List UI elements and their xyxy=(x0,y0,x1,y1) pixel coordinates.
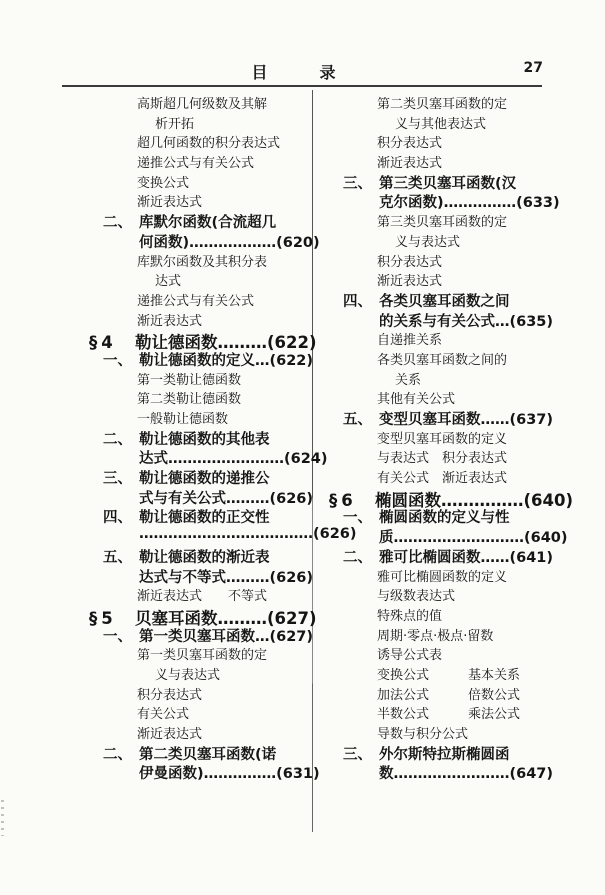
entry-text: 变型贝塞耳函数……(637) xyxy=(379,412,554,428)
entry-text: 各类贝塞耳函数之间 xyxy=(379,293,510,310)
entry-text: 克尔函数)……………(633) xyxy=(379,195,560,212)
toc-entry-line xyxy=(377,625,559,645)
toc-entry-line xyxy=(379,191,559,211)
toc-entry-line xyxy=(137,408,319,428)
page-number: 27 xyxy=(523,60,543,76)
toc-entry-line xyxy=(377,152,559,172)
entry-text: 的关系与有关公式…(635) xyxy=(379,313,554,330)
entry-number: §6 xyxy=(329,490,357,510)
toc-entry-line xyxy=(377,664,559,684)
toc-entry-line xyxy=(139,762,319,782)
entry-text: 勒让德函数………(622) xyxy=(135,333,317,353)
entry-text: 与级数表达式 xyxy=(377,589,456,605)
entry-text: 第二类贝塞耳函数(诺 xyxy=(139,746,277,763)
entry-text: 雅可比椭圆函数……(641) xyxy=(379,549,554,566)
entry-text: 库默尔函数及其积分表 xyxy=(137,254,268,270)
toc-entry-line xyxy=(343,408,559,428)
entry-number: 二、 xyxy=(343,549,372,566)
toc-entry-line xyxy=(343,546,559,566)
toc-entry-line xyxy=(377,329,559,349)
toc-entry-line xyxy=(343,172,559,192)
toc-entry-line xyxy=(139,231,319,251)
entry-text: 诱导公式表 xyxy=(377,648,443,664)
entry-text: ………………………………(626) xyxy=(139,526,357,543)
toc-entry-line xyxy=(137,388,319,408)
entry-text: 何函数)………………(620) xyxy=(139,234,320,251)
entry-text: 外尔斯特拉斯椭圆函 xyxy=(379,746,510,763)
toc-entry-line xyxy=(139,447,328,468)
entry-text: 一般勒让德函数 xyxy=(137,412,229,427)
entry-text: 勒让德函数的递推公 xyxy=(139,471,270,488)
toc-entry-line xyxy=(395,231,559,251)
toc-entry-line xyxy=(377,703,559,723)
toc-entry-line xyxy=(329,487,574,510)
entry-number: §5 xyxy=(89,608,117,628)
toc-entry-line xyxy=(137,369,319,389)
entry-text: 其他有关公式 xyxy=(377,392,456,408)
entry-text: 义与表达式 xyxy=(155,667,221,683)
entry-text: 渐近表达式 xyxy=(377,156,443,172)
entry-number: 四、 xyxy=(343,293,372,310)
toc-entry-line xyxy=(377,349,559,369)
entry-text: 质………………………(640) xyxy=(379,530,568,547)
entry-text: 义与其他表达式 xyxy=(395,116,487,132)
entry-text: 变换公式 xyxy=(137,175,190,191)
entry-text: 递推公式与有关公式 xyxy=(137,293,255,309)
toc-entry-line xyxy=(137,644,319,664)
entry-text: 第二类勒让德函数 xyxy=(137,392,242,408)
entry-text: 第一类贝塞耳函数…(627) xyxy=(139,628,314,645)
toc-entry-line xyxy=(377,644,559,664)
entry-text: 第三类贝塞耳函数的定 xyxy=(377,215,508,231)
toc-entry-line xyxy=(377,388,559,408)
toc-entry-line xyxy=(137,191,319,211)
toc-entry-line xyxy=(155,664,319,684)
toc-entry-line xyxy=(137,93,319,113)
toc-entry-line xyxy=(395,369,559,389)
entry-text: 勒让德函数的定义…(622) xyxy=(139,352,314,369)
toc-entry-line xyxy=(379,526,568,547)
header-rule xyxy=(62,85,542,87)
entry-text: 勒让德函数的其他表 xyxy=(139,431,270,448)
toc-entry-line xyxy=(137,290,319,310)
entry-number: 三、 xyxy=(343,175,372,192)
entry-text: 变换公式 基本关系 xyxy=(377,667,521,683)
toc-entry-line xyxy=(379,310,559,330)
toc-entry-line xyxy=(155,113,319,133)
toc-entry-line xyxy=(395,113,559,133)
scan-artifact-marks xyxy=(1,800,4,836)
entry-text: 加法公式 倍数公式 xyxy=(377,687,521,703)
entry-text: 半数公式 乘法公式 xyxy=(377,707,521,723)
entry-text: 积分表达式 xyxy=(377,136,443,152)
toc-entry-line xyxy=(137,172,319,192)
entry-number: 二、 xyxy=(103,746,132,763)
entry-text: 导数与积分公式 xyxy=(377,727,469,742)
entry-text: 渐近表达式 xyxy=(377,274,443,290)
entry-text: 雅可比椭圆函数的定义 xyxy=(377,569,508,585)
toc-entry-line xyxy=(137,152,319,172)
entry-number: 三、 xyxy=(103,471,132,488)
entry-text: 高斯超几何级数及其解 xyxy=(137,97,268,112)
toc-entry-line xyxy=(103,211,319,231)
entry-text: 第三类贝塞耳函数(汉 xyxy=(379,175,517,192)
entry-text: 数……………………(647) xyxy=(379,766,554,783)
entry-text: 渐近表达式 不等式 xyxy=(137,589,268,605)
entry-number: §4 xyxy=(89,333,117,353)
toc-entry-line xyxy=(377,270,559,290)
entry-number: 四、 xyxy=(103,510,132,527)
entry-text: 伊曼函数)……………(631) xyxy=(139,766,320,783)
entry-text: 有关公式 渐近表达式 xyxy=(377,471,508,487)
entry-number: 二、 xyxy=(103,215,132,232)
entry-text: 与表达式 积分表达式 xyxy=(377,451,508,467)
entry-number: 一、 xyxy=(103,352,132,369)
toc-entry-line xyxy=(137,132,319,152)
toc-entry-line xyxy=(377,684,559,704)
entry-text: 式与有关公式………(626) xyxy=(139,490,314,507)
toc-entry-line xyxy=(379,762,559,782)
entry-text: 第二类贝塞耳函数的定 xyxy=(377,97,508,112)
entry-text: 达式……………………(624) xyxy=(139,451,328,468)
toc-entry-line xyxy=(155,270,319,290)
toc-entry-line xyxy=(103,467,319,487)
entry-text: 递推公式与有关公式 xyxy=(137,156,255,172)
entry-text: 变型贝塞耳函数的定义 xyxy=(377,431,508,447)
entry-text: 关系 xyxy=(395,372,422,388)
toc-entry-line xyxy=(343,290,559,310)
toc-entry-line xyxy=(377,428,559,448)
toc-entry-line xyxy=(137,251,319,271)
entry-text: 渐近表达式 xyxy=(137,727,203,742)
right-column xyxy=(323,93,574,783)
entry-text: 达式 xyxy=(155,274,182,290)
entry-number: 五、 xyxy=(343,412,372,428)
entry-text: 渐近表达式 xyxy=(137,195,203,211)
toc-entry-line xyxy=(137,703,319,723)
entry-text: 渐近表达式 xyxy=(137,313,203,329)
toc-entry-line xyxy=(137,684,319,704)
toc-entry-line xyxy=(377,211,559,231)
entry-text: 积分表达式 xyxy=(137,687,203,703)
entry-text: 特殊点的值 xyxy=(377,608,443,624)
toc-entry-line xyxy=(139,526,357,546)
entry-text: 义与表达式 xyxy=(395,234,461,250)
entry-text: 椭圆函数的定义与性 xyxy=(379,510,510,527)
toc-entry-line xyxy=(137,310,319,330)
toc-entry-line xyxy=(377,93,559,113)
toc-entry-line xyxy=(137,723,319,743)
toc-entry-line xyxy=(137,585,319,605)
entry-text: 有关公式 xyxy=(137,707,190,723)
toc-entry-line xyxy=(103,546,319,566)
entry-number: 五、 xyxy=(103,549,132,566)
toc-entry-line xyxy=(377,447,559,467)
toc-entry-line xyxy=(103,625,319,645)
entry-number: 三、 xyxy=(343,746,372,763)
toc-entry-line xyxy=(139,566,319,586)
toc-entry-line xyxy=(377,585,559,605)
toc-entry-line xyxy=(377,467,559,487)
entry-text: 自递推关系 xyxy=(377,333,443,349)
entry-text: 析开拓 xyxy=(155,116,195,132)
entry-text: 周期·零点·极点·留数 xyxy=(377,628,494,644)
entry-text: 勒让德函数的渐近表 xyxy=(139,549,270,566)
toc-entry-line xyxy=(103,743,319,763)
entry-text: 勒让德函数的正交性 xyxy=(139,510,270,527)
toc-entry-line xyxy=(89,329,319,353)
entry-text: 第一类贝塞耳函数的定 xyxy=(137,648,268,664)
entry-number: 一、 xyxy=(343,510,372,527)
toc-entry-line xyxy=(377,566,559,586)
toc-entry-line xyxy=(89,605,319,628)
entry-text: 贝塞耳函数………(627) xyxy=(135,608,317,628)
toc-entry-line xyxy=(103,428,319,448)
toc-entry-line xyxy=(377,605,559,625)
toc-entry-line xyxy=(103,349,319,369)
entry-number: 二、 xyxy=(103,431,132,448)
entry-text: 积分表达式 xyxy=(377,254,443,270)
entry-text: 各类贝塞耳函数之间的 xyxy=(377,352,508,368)
entry-text: 超几何函数的积分表达式 xyxy=(137,136,281,152)
toc-entry-line xyxy=(139,487,319,507)
left-column xyxy=(83,93,357,783)
entry-number: 一、 xyxy=(103,628,132,645)
toc-entry-line xyxy=(377,132,559,152)
toc-entry-line xyxy=(377,251,559,271)
entry-text: 第一类勒让德函数 xyxy=(137,372,242,388)
entry-text: 椭圆函数……………(640) xyxy=(375,490,574,510)
toc-entry-line xyxy=(343,743,559,763)
entry-text: 库默尔函数(合流超几 xyxy=(139,215,277,232)
entry-text: 达式与不等式………(626) xyxy=(139,569,314,586)
toc-entry-line xyxy=(377,723,559,743)
toc-entry-line xyxy=(103,506,319,526)
page-title: 目 录 xyxy=(251,63,354,82)
